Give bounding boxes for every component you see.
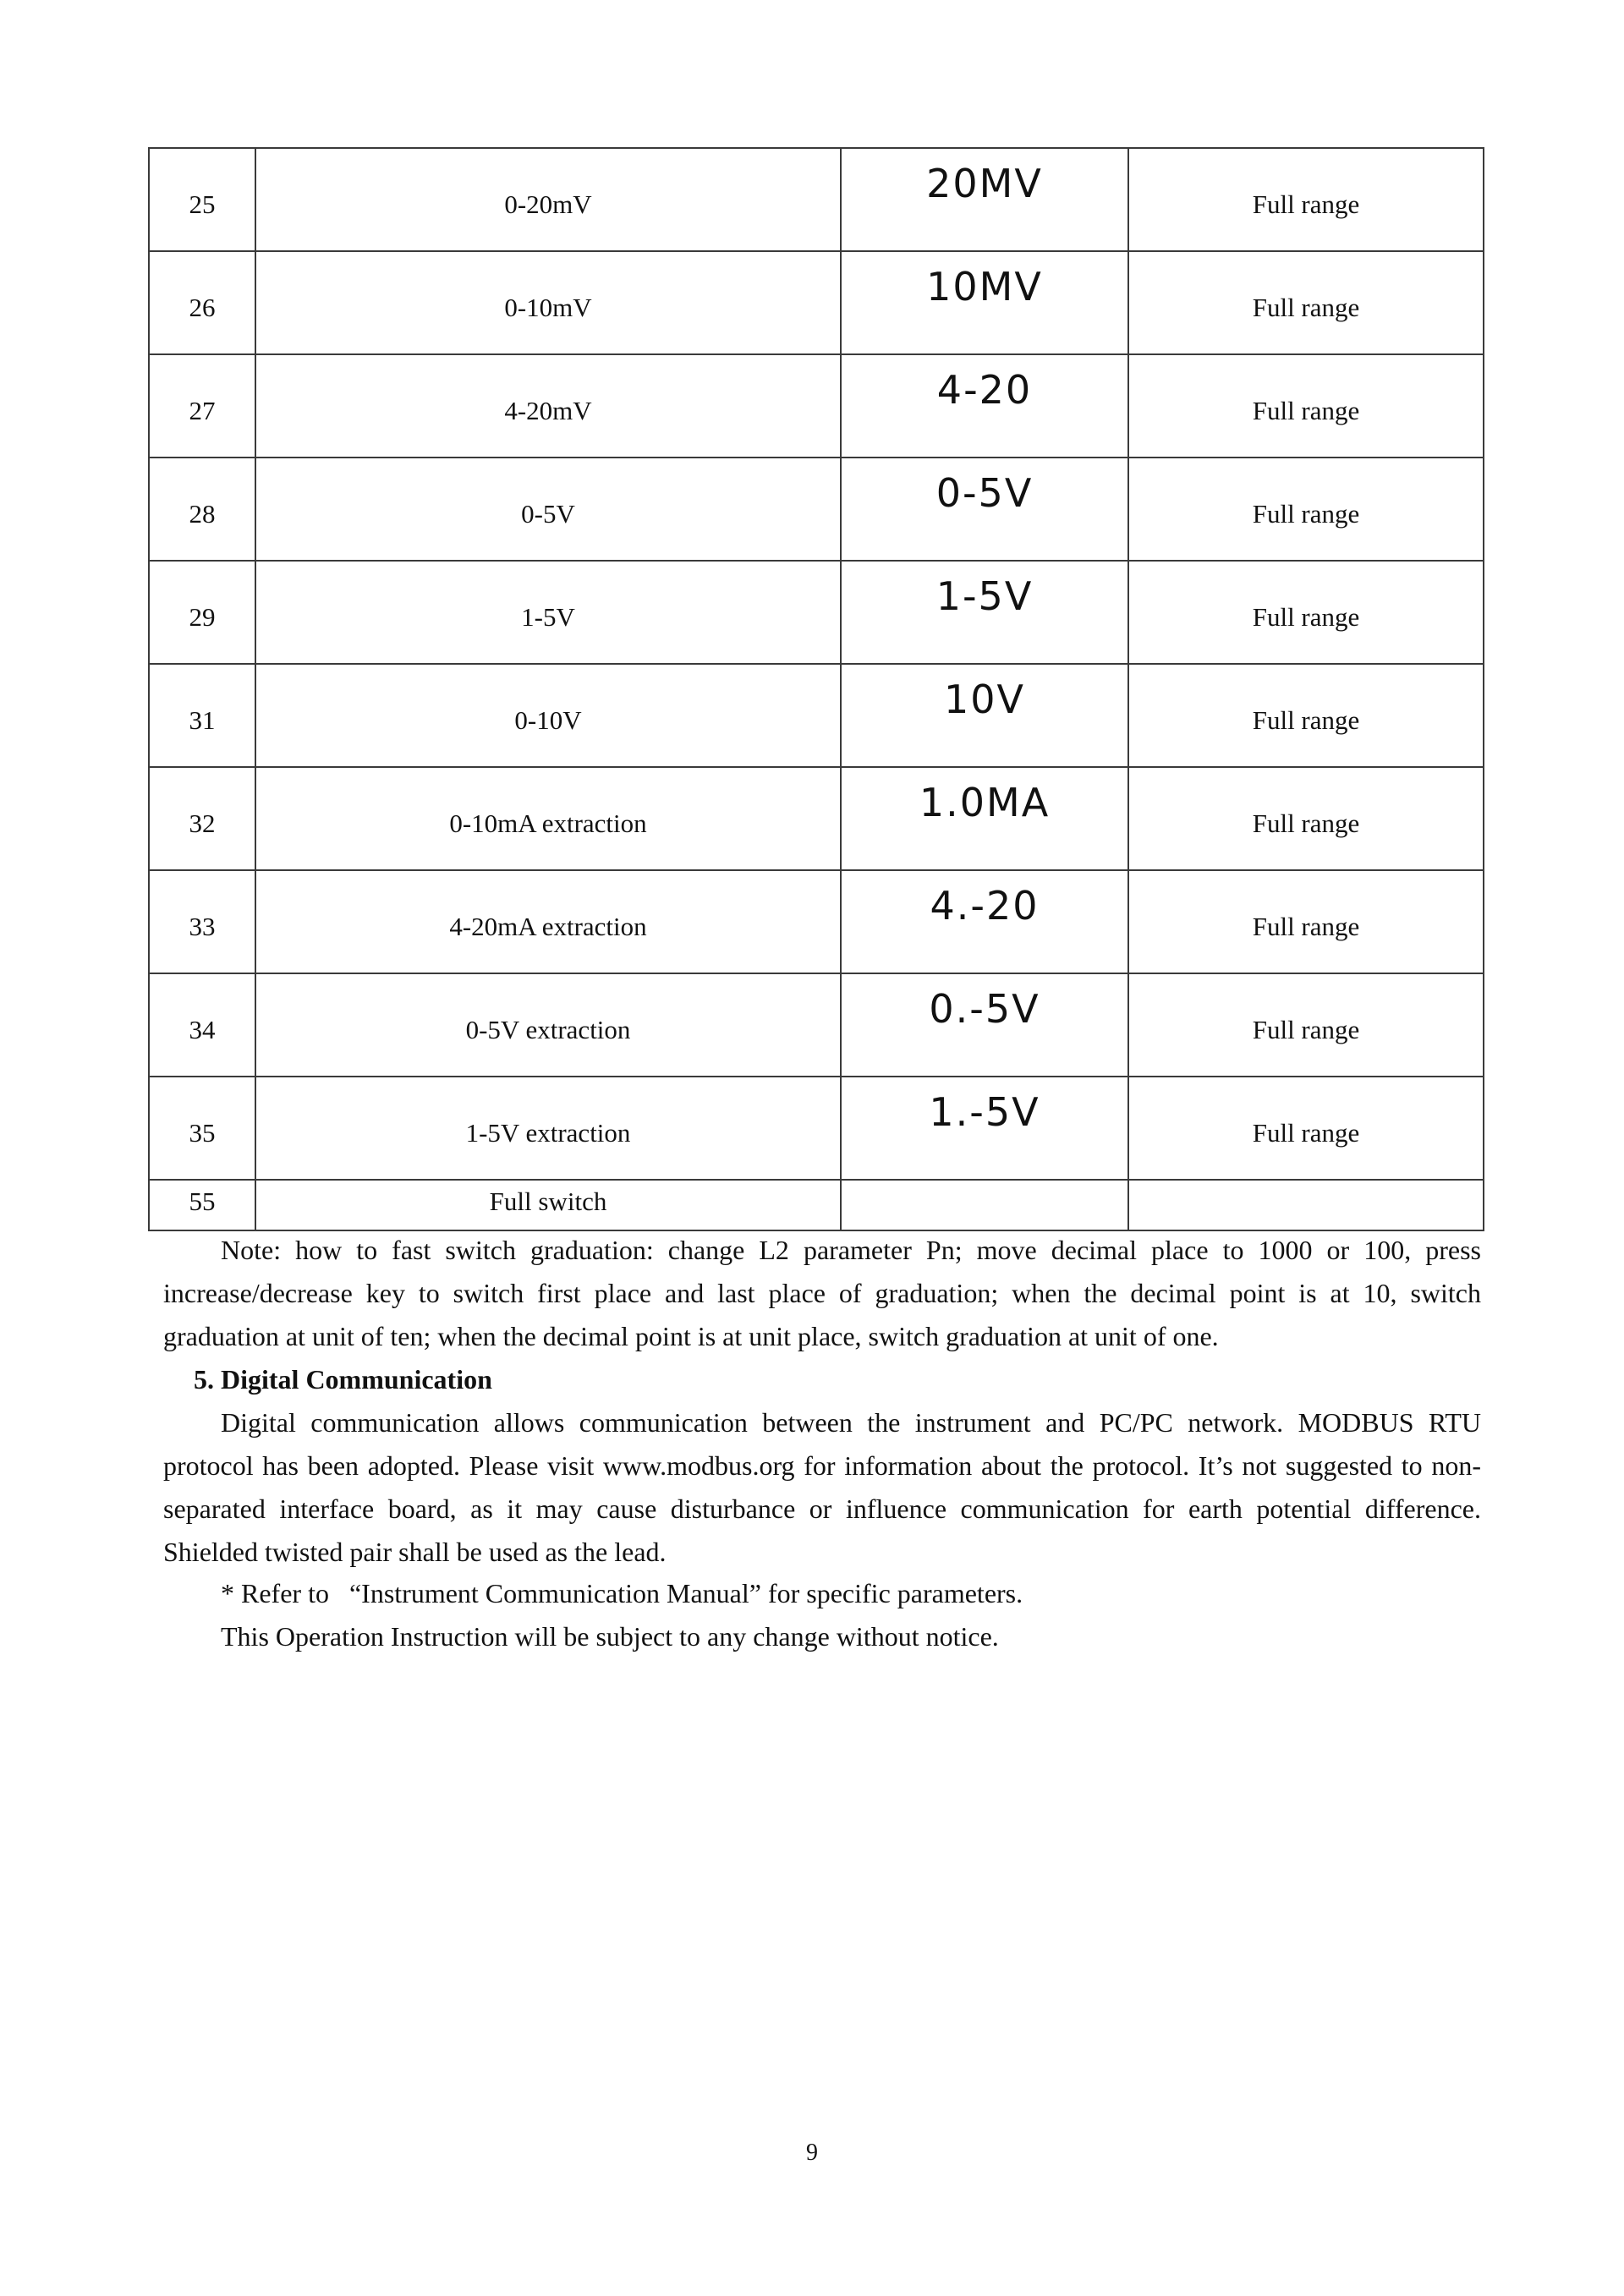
input-type-table <box>148 147 1484 1231</box>
table-row <box>149 354 1484 458</box>
section-heading: 5. Digital Communication <box>194 1364 492 1395</box>
range-cell: Full range <box>1128 354 1484 458</box>
signal-cell: 0-5V <box>255 458 841 561</box>
code-cell: 26 <box>149 251 255 354</box>
communication-paragraph: Digital communication allows communication between the instrument and PC/PC network. MODBUS RTU protocol has been adopted. Please visit www.modbus.org for information about the protocol. It’s not suggested to non-separated interface board, as it may cause disturbance or influence communication for earth potential difference. Shielded twisted pair shall be used as the lead. <box>163 1407 1481 1567</box>
signal-cell: 1-5V <box>255 561 841 664</box>
range-cell: Full range <box>1128 561 1484 664</box>
table-row <box>149 561 1484 664</box>
display-cell <box>841 767 1128 870</box>
display-cell <box>841 664 1128 767</box>
code-cell: 34 <box>149 973 255 1077</box>
table-row <box>149 251 1484 354</box>
refer-line: * Refer to “Instrument Communication Manual” for specific parameters. <box>221 1578 1023 1608</box>
display-symbol: 1-5V <box>935 573 1034 619</box>
range-cell: Full range <box>1128 148 1484 251</box>
code-cell: 33 <box>149 870 255 973</box>
display-symbol: 1.0MA <box>919 780 1051 825</box>
signal-cell: 0-5V extraction <box>255 973 841 1077</box>
signal-cell: 0-10mA extraction <box>255 767 841 870</box>
table-row <box>149 1077 1484 1180</box>
code-cell: 31 <box>149 664 255 767</box>
code-cell: 32 <box>149 767 255 870</box>
table-row <box>149 458 1484 561</box>
display-cell <box>841 870 1128 973</box>
display-symbol: 10MV <box>926 264 1043 310</box>
display-symbol: 1.-5V <box>929 1089 1040 1135</box>
display-cell <box>841 354 1128 458</box>
range-cell: Full range <box>1128 251 1484 354</box>
signal-cell: 1-5V extraction <box>255 1077 841 1180</box>
signal-cell: 0-10V <box>255 664 841 767</box>
table-row <box>149 1180 1484 1230</box>
signal-cell: 4-20mV <box>255 354 841 458</box>
table-row <box>149 870 1484 973</box>
code-cell: 25 <box>149 148 255 251</box>
display-symbol: 0.-5V <box>929 986 1040 1032</box>
display-cell <box>841 148 1128 251</box>
range-cell: Full range <box>1128 458 1484 561</box>
display-cell <box>841 561 1128 664</box>
table-row <box>149 973 1484 1077</box>
disclaimer-line: This Operation Instruction will be subject to any change without notice. <box>221 1621 999 1652</box>
display-cell <box>841 973 1128 1077</box>
table-row <box>149 664 1484 767</box>
display-symbol: 20MV <box>926 161 1043 206</box>
range-cell: Full range <box>1128 1077 1484 1180</box>
code-cell: 27 <box>149 354 255 458</box>
display-cell <box>841 251 1128 354</box>
display-cell <box>841 458 1128 561</box>
display-symbol: 4.-20 <box>930 883 1040 929</box>
page-number: 9 <box>806 2140 818 2166</box>
code-cell: 28 <box>149 458 255 561</box>
code-cell: 55 <box>149 1180 255 1230</box>
range-cell: Full range <box>1128 664 1484 767</box>
signal-cell: 4-20mA extraction <box>255 870 841 973</box>
range-cell <box>1128 1180 1484 1230</box>
graduation-note: Note: how to fast switch graduation: change L2 parameter Pn; move decimal place to 1000 or 100, press increase/decrease key to switch first place and last place of graduation; when the decimal point is at 10, switch graduation at unit of ten; when the decimal point is at unit place, switch graduation at unit of one. <box>163 1235 1481 1351</box>
display-symbol: 10V <box>943 677 1025 722</box>
range-cell: Full range <box>1128 767 1484 870</box>
signal-cell: Full switch <box>255 1180 841 1230</box>
code-cell: 29 <box>149 561 255 664</box>
code-cell: 35 <box>149 1077 255 1180</box>
display-symbol: 0-5V <box>935 470 1034 516</box>
range-cell: Full range <box>1128 973 1484 1077</box>
range-cell: Full range <box>1128 870 1484 973</box>
table-row <box>149 148 1484 251</box>
display-symbol: 4-20 <box>936 367 1033 413</box>
display-cell <box>841 1180 1128 1230</box>
signal-cell: 0-10mV <box>255 251 841 354</box>
table-row <box>149 767 1484 870</box>
display-cell <box>841 1077 1128 1180</box>
signal-cell: 0-20mV <box>255 148 841 251</box>
